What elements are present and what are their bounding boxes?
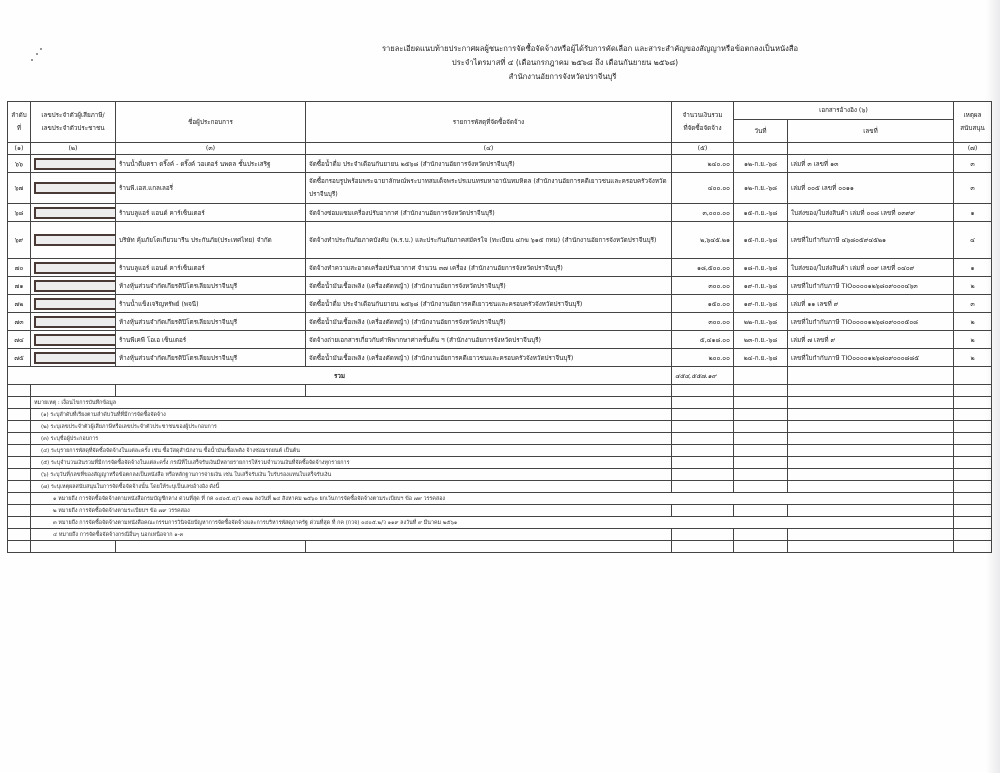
empty-cell bbox=[734, 529, 788, 541]
row-vendor: ห้างหุ้นส่วนจำกัดเกียรติปิโตรเลียมปราจีนบุรี bbox=[116, 349, 306, 367]
note-sub-item: ๓ หมายถึง การจัดซื้อจัดจ้างตามหนังสือคณะกรรมการวินิจฉัยปัญหาการจัดซื้อจัดจ้างและการบริหารพัสดุภาครัฐ ด่วนที่สุด ที่ กค (กวจ) ๐๔๐๕.๒/ว ๑๑๙ ลงวันที่ ๙ มีนาคม ๒๕๖๑ bbox=[31, 517, 954, 529]
table-row bbox=[8, 173, 992, 204]
redaction-box bbox=[34, 352, 116, 364]
row-ref-no: เลขที่ใบกำกับภาษี TIO๐๐๐๐๑๒๖๘๐๙๐๐๐๔๖๓ bbox=[788, 277, 954, 295]
col-seq-label-1: ลำดับ bbox=[11, 112, 27, 119]
redaction-box bbox=[34, 280, 116, 292]
empty-cell bbox=[8, 505, 31, 517]
row-ref-no: ใบส่งของ/ใบส่งสินค้า เล่มที่ ๐๐๙ เลขที่ ๐๔๐๙ bbox=[788, 259, 954, 277]
empty-cell bbox=[306, 541, 672, 553]
empty-cell bbox=[788, 505, 954, 517]
row-ref-date: ๑๒-ก.ย.-๖๘ bbox=[734, 173, 788, 204]
row-vendor: บริษัท คุ้มภัยโตเกียวมารีน ประกันภัย(ประเทศไทย) จำกัด bbox=[116, 222, 306, 259]
empty-cell bbox=[734, 421, 788, 433]
note-item: (๑) ระบุลำดับที่เรียงตามลำดับวันที่ที่มีการจัดซื้อจัดจ้าง bbox=[31, 409, 672, 421]
row-ref-no: เล่มที่ ๗ เลขที่ ๙ bbox=[788, 331, 954, 349]
empty-cell bbox=[954, 445, 992, 457]
row-item: จัดจ้างถ่ายเอกสารเกี่ยวกับคำพิพากษาศาลชั้นต้น ฯ (สำนักงานอัยการจังหวัดปราจีนบุรี) bbox=[306, 331, 672, 349]
row-seq: ๖๘ bbox=[8, 204, 31, 222]
notes-row bbox=[8, 469, 992, 481]
empty-cell bbox=[734, 367, 788, 385]
document-header bbox=[0, 42, 1000, 84]
empty-cell bbox=[954, 397, 992, 409]
empty-cell bbox=[672, 445, 734, 457]
row-taxid-redacted bbox=[31, 313, 116, 331]
notes-row bbox=[8, 505, 992, 517]
empty-cell bbox=[788, 469, 954, 481]
row-reason: ๒ bbox=[954, 277, 992, 295]
row-reason: ๒ bbox=[954, 349, 992, 367]
row-ref-date: ๑๘-ก.ย.-๖๘ bbox=[734, 259, 788, 277]
table-row bbox=[8, 313, 992, 331]
row-ref-date: ๑๙-ก.ย.-๖๘ bbox=[734, 277, 788, 295]
row-ref-date: ๑๙-ก.ย.-๖๘ bbox=[734, 295, 788, 313]
note-item: (๖) ระบุวันที่/เลขที่ของสัญญาหรือข้อตกลงเป็นหนังสือ หรือหลักฐานการจ่ายเงิน เช่น ใบเสร็จรับเงิน ใบรับรองแทนใบเสร็จรับเงิน bbox=[31, 469, 672, 481]
notes-heading: หมายเหตุ : เงื่อนไขการบันทึกข้อมูล bbox=[31, 397, 672, 409]
empty-cell bbox=[306, 385, 672, 397]
col-ref-date-number bbox=[734, 143, 788, 155]
empty-cell bbox=[8, 529, 31, 541]
col-taxid-label-2: เลขประจำตัวประชาชน bbox=[41, 125, 105, 132]
note-sub-item: ๔ หมายถึง การจัดซื้อจัดจ้างกรณีอื่นๆ นอกเหนือจาก ๑-๓ bbox=[31, 529, 672, 541]
table-row bbox=[8, 259, 992, 277]
empty-cell bbox=[954, 541, 992, 553]
notes-row bbox=[8, 457, 992, 469]
table-header-numbers-row bbox=[8, 143, 992, 155]
empty-cell bbox=[8, 481, 31, 493]
redaction-box bbox=[34, 298, 116, 310]
empty-cell bbox=[954, 529, 992, 541]
empty-cell bbox=[672, 457, 734, 469]
empty-cell bbox=[734, 457, 788, 469]
col-taxid-header bbox=[31, 102, 116, 143]
row-reason: ๓ bbox=[954, 155, 992, 173]
col-reason-header bbox=[954, 102, 992, 143]
notes-row bbox=[8, 517, 992, 529]
col-vendor-header: ชื่อผู้ประกอบการ bbox=[116, 102, 306, 143]
empty-cell bbox=[788, 409, 954, 421]
empty-cell bbox=[672, 433, 734, 445]
redaction-box bbox=[34, 316, 116, 328]
notes-row bbox=[8, 409, 992, 421]
total-row bbox=[8, 367, 992, 385]
row-taxid-redacted bbox=[31, 222, 116, 259]
row-reason: ๓ bbox=[954, 295, 992, 313]
empty-cell bbox=[672, 529, 734, 541]
empty-cell bbox=[734, 445, 788, 457]
col-amount-label-2: ที่จัดซื้อจัดจ้าง bbox=[683, 125, 722, 132]
empty-cell bbox=[672, 469, 734, 481]
empty-cell bbox=[8, 517, 31, 529]
col-vendor-number: (๓) bbox=[116, 143, 306, 155]
notes-blank-row bbox=[8, 541, 992, 553]
empty-cell bbox=[954, 481, 992, 493]
note-item: (๗) ระบุเหตุผลสนับสนุนในการจัดซื้อจัดจ้างนั้น โดยให้ระบุเป็นเลขอ้างอิง ดังนี้ bbox=[31, 481, 672, 493]
row-amount: ๕,๔๑๘.๐๐ bbox=[672, 331, 734, 349]
empty-cell bbox=[788, 433, 954, 445]
col-ref-date-header: วันที่ bbox=[734, 120, 788, 143]
row-amount: ๔๐๐.๐๐ bbox=[672, 173, 734, 204]
empty-cell bbox=[788, 445, 954, 457]
empty-cell bbox=[672, 409, 734, 421]
row-item: จัดซื้อน้ำดื่ม ประจำเดือนกันยายน ๒๕๖๘ (สำนักงานอัยการคดีเยาวชนและครอบครัวจังหวัดปราจีนบุรี) bbox=[306, 295, 672, 313]
row-reason: ๓ bbox=[954, 173, 992, 204]
col-taxid-number: (๒) bbox=[31, 143, 116, 155]
redaction-box bbox=[34, 234, 116, 246]
table-row bbox=[8, 277, 992, 295]
empty-cell bbox=[788, 397, 954, 409]
row-taxid-redacted bbox=[31, 259, 116, 277]
row-vendor: ห้างหุ้นส่วนจำกัดเกียรติปิโตรเลียมปราจีนบุรี bbox=[116, 277, 306, 295]
document-period: ประจำไตรมาสที่ ๔ (เดือนกรกฎาคม ๒๕๖๘ ถึง เดือนกันยายน ๒๕๖๘) bbox=[451, 58, 679, 67]
row-vendor: ห้างหุ้นส่วนจำกัดเกียรติปิโตรเลียมปราจีนบุรี bbox=[116, 313, 306, 331]
empty-cell bbox=[8, 385, 31, 397]
row-seq: ๗๑ bbox=[8, 277, 31, 295]
row-ref-date: ๑๕-ก.ย.-๖๘ bbox=[734, 222, 788, 259]
row-amount: ๒,๖๔๕.๒๑ bbox=[672, 222, 734, 259]
empty-cell bbox=[734, 481, 788, 493]
empty-cell bbox=[954, 385, 992, 397]
empty-cell bbox=[8, 397, 31, 409]
col-seq-number: (๑) bbox=[8, 143, 31, 155]
row-ref-date: ๑๕-ก.ย.-๖๘ bbox=[734, 204, 788, 222]
row-ref-date: ๒๒-ก.ย.-๖๘ bbox=[734, 313, 788, 331]
col-reason-label-2: สนับสนุน bbox=[960, 125, 985, 132]
row-taxid-redacted bbox=[31, 204, 116, 222]
row-item: จัดจ้างซ่อมแซมเครื่องปรับอากาศ (สำนักงานอัยการจังหวัดปราจีนบุรี) bbox=[306, 204, 672, 222]
table-header-row-1 bbox=[8, 102, 992, 120]
row-ref-no: เล่มที่ ๐๐๕ เลขที่ ๐๐๑๑ bbox=[788, 173, 954, 204]
notes-row bbox=[8, 397, 992, 409]
empty-cell bbox=[116, 541, 306, 553]
row-ref-date: ๒๓-ก.ย.-๖๘ bbox=[734, 331, 788, 349]
col-amount-number: (๕) bbox=[672, 143, 734, 155]
col-item-header: รายการพัสดุที่จัดซื้อจัดจ้าง bbox=[306, 102, 672, 143]
row-amount: ๒๐๐.๐๐ bbox=[672, 349, 734, 367]
empty-cell bbox=[954, 457, 992, 469]
empty-cell bbox=[8, 541, 31, 553]
empty-cell bbox=[734, 469, 788, 481]
empty-cell bbox=[8, 433, 31, 445]
col-ref-header: เอกสารอ้างอิง (๖) bbox=[734, 102, 954, 120]
empty-cell bbox=[734, 409, 788, 421]
row-reason: ๑ bbox=[954, 259, 992, 277]
row-seq: ๗๒ bbox=[8, 295, 31, 313]
row-seq: ๗๓ bbox=[8, 313, 31, 331]
notes-row bbox=[8, 421, 992, 433]
row-ref-no: เลขที่ใบกำกับภาษี TIO๐๐๐๐๑๒๖๘๐๙๐๐๐๘๘๕ bbox=[788, 349, 954, 367]
row-reason: ๒ bbox=[954, 313, 992, 331]
row-amount: ๓,๐๐๐.๐๐ bbox=[672, 204, 734, 222]
empty-cell bbox=[954, 367, 992, 385]
empty-cell bbox=[672, 385, 734, 397]
col-amount-header bbox=[672, 102, 734, 143]
row-ref-date: ๒๔-ก.ย.-๖๘ bbox=[734, 349, 788, 367]
table-row bbox=[8, 331, 992, 349]
row-ref-no: เล่มที่ ๑๑ เลขที่ ๙ bbox=[788, 295, 954, 313]
empty-cell bbox=[672, 541, 734, 553]
notes-row bbox=[8, 493, 992, 505]
note-item: (๕) ระบุจำนวนเงินรวมที่มีการจัดซื้อจัดจ้างในแต่ละครั้ง กรณีที่ใบเสร็จรับเงินมีหลายรายการให้รวมจำนวนเงินที่จัดซื้อจัดจ้างทุกรายการ bbox=[31, 457, 672, 469]
note-sub-item: ๒ หมายถึง การจัดซื้อจัดจ้างตามระเบียบฯ ข้อ ๗๙ วรรคสอง bbox=[31, 505, 672, 517]
empty-cell bbox=[31, 385, 116, 397]
col-reason-label-1: เหตุผล bbox=[963, 112, 982, 119]
table-row bbox=[8, 222, 992, 259]
row-amount: ๑๘,๕๐๐.๐๐ bbox=[672, 259, 734, 277]
notes-row bbox=[8, 529, 992, 541]
col-seq-header bbox=[8, 102, 31, 143]
row-vendor: ร้านน้ำดื่มตรา ดริ๊งค์ - ดริ๊งค์ วอเตอร์ นพดล ชั้นประเสริฐ bbox=[116, 155, 306, 173]
row-item: จัดซื้อน้ำมันเชื้อเพลิง (เครื่องตัดหญ้า) (สำนักงานอัยการคดีเยาวชนและครอบครัวจังหวัดปราจีนบุรี) bbox=[306, 349, 672, 367]
row-ref-no: เลขที่ใบกำกับภาษี ๔๖๘๐๕๙๔๕๒๑ bbox=[788, 222, 954, 259]
row-ref-no: เลขที่ใบกำกับภาษี TIO๐๐๐๐๑๒๖๘๐๙๐๐๐๕๐๘ bbox=[788, 313, 954, 331]
row-seq: ๗๐ bbox=[8, 259, 31, 277]
empty-cell bbox=[672, 421, 734, 433]
col-amount-label-1: จำนวนเงินรวม bbox=[682, 112, 723, 119]
note-item: (๓) ระบุชื่อผู้ประกอบการ bbox=[31, 433, 672, 445]
row-amount: ๒๔๐.๐๐ bbox=[672, 155, 734, 173]
row-ref-date: ๑๒-ก.ย.-๖๘ bbox=[734, 155, 788, 173]
row-vendor: ร้านบลูแอร์ แอนด์ คาร์เซ็นเตอร์ bbox=[116, 259, 306, 277]
row-reason: ๒ bbox=[954, 331, 992, 349]
empty-cell bbox=[8, 493, 31, 505]
total-label: รวม bbox=[8, 367, 672, 385]
row-item: จัดจ้างทำความสะอาดเครื่องปรับอากาศ จำนวน ๓๗ เครื่อง (สำนักงานอัยการจังหวัดปราจีนบุรี) bbox=[306, 259, 672, 277]
row-item: จัดซื้อน้ำมันเชื้อเพลิง (เครื่องตัดหญ้า) (สำนักงานอัยการจังหวัดปราจีนบุรี) bbox=[306, 313, 672, 331]
row-item: จัดจ้างทำประกันภัยภาคบังคับ (พ.ร.บ.) และประกันภัยภาคสมัครใจ (ทะเบียน ๔กฆ ๖๑๕ กทม) (สำนักงานอัยการจังหวัดปราจีนบุรี) bbox=[306, 222, 672, 259]
empty-cell bbox=[672, 505, 734, 517]
empty-cell bbox=[734, 505, 788, 517]
row-seq: ๗๕ bbox=[8, 349, 31, 367]
row-vendor: ร้านพีเคพี โอเอ เซ็นเตอร์ bbox=[116, 331, 306, 349]
empty-cell bbox=[788, 367, 954, 385]
table-row bbox=[8, 155, 992, 173]
document-title: รายละเอียดแนบท้ายประกาศผลผู้ชนะการจัดซื้อจัดจ้างหรือผู้ได้รับการคัดเลือก และสาระสำคัญของสัญญาหรือข้อตกลงเป็นหนังสือ bbox=[381, 44, 799, 53]
empty-cell bbox=[788, 457, 954, 469]
row-vendor: ร้านบลูแอร์ แอนด์ คาร์เซ็นเตอร์ bbox=[116, 204, 306, 222]
empty-cell bbox=[734, 397, 788, 409]
row-taxid-redacted bbox=[31, 173, 116, 204]
total-amount: ๔๕๔,๕๕๗.๑๙ bbox=[672, 367, 734, 385]
row-amount: ๓๐๐.๐๐ bbox=[672, 277, 734, 295]
row-reason: ๑ bbox=[954, 204, 992, 222]
empty-cell bbox=[8, 457, 31, 469]
empty-cell bbox=[954, 433, 992, 445]
empty-cell bbox=[788, 385, 954, 397]
row-seq: ๖๗ bbox=[8, 173, 31, 204]
procurement-table bbox=[7, 101, 992, 553]
empty-cell bbox=[672, 481, 734, 493]
empty-cell bbox=[954, 493, 992, 505]
row-item: จัดซื้อน้ำดื่ม ประจำเดือนกันยายน ๒๕๖๘ (สำนักงานอัยการจังหวัดปราจีนบุรี) bbox=[306, 155, 672, 173]
col-seq-label-2: ที่ bbox=[16, 125, 22, 132]
empty-cell bbox=[734, 385, 788, 397]
row-amount: ๑๕๐.๐๐ bbox=[672, 295, 734, 313]
empty-cell bbox=[954, 409, 992, 421]
note-item: (๒) ระบุเลขประจำตัวผู้เสียภาษีหรือเลขประจำตัวประชาชนของผู้ประกอบการ bbox=[31, 421, 672, 433]
notes-blank-row bbox=[8, 385, 992, 397]
row-taxid-redacted bbox=[31, 295, 116, 313]
row-amount: ๓๐๐.๐๐ bbox=[672, 313, 734, 331]
empty-cell bbox=[672, 397, 734, 409]
row-item: จัดซื้อกรอบรูปพร้อมพระฉายาลักษณ์พระบาทสมเด็จพระปรเมนทรมหาอานันทมหิดล (สำนักงานอัยการคดีเยาวชนและครอบครัวจังหวัดปราจีนบุรี) bbox=[306, 173, 672, 204]
empty-cell bbox=[788, 529, 954, 541]
empty-cell bbox=[954, 505, 992, 517]
col-item-number: (๔) bbox=[306, 143, 672, 155]
row-taxid-redacted bbox=[31, 277, 116, 295]
empty-cell bbox=[788, 421, 954, 433]
empty-cell bbox=[8, 469, 31, 481]
row-taxid-redacted bbox=[31, 349, 116, 367]
row-vendor: ร้านพี.เอส.แกลเลอรี่ bbox=[116, 173, 306, 204]
row-reason: ๔ bbox=[954, 222, 992, 259]
col-taxid-label-1: เลขประจำตัวผู้เสียภาษี/ bbox=[41, 112, 105, 119]
redaction-box bbox=[34, 182, 116, 194]
redaction-box bbox=[34, 158, 116, 170]
table-row bbox=[8, 295, 992, 313]
row-taxid-redacted bbox=[31, 331, 116, 349]
empty-cell bbox=[954, 517, 992, 529]
empty-cell bbox=[788, 541, 954, 553]
empty-cell bbox=[788, 481, 954, 493]
empty-cell bbox=[8, 421, 31, 433]
row-ref-no: เล่มที่ ๓ เลขที่ ๑๓ bbox=[788, 155, 954, 173]
row-item: จัดซื้อน้ำมันเชื้อเพลิง (เครื่องตัดหญ้า) (สำนักงานอัยการจังหวัดปราจีนบุรี) bbox=[306, 277, 672, 295]
empty-cell bbox=[31, 541, 116, 553]
empty-cell bbox=[954, 421, 992, 433]
row-seq: ๖๙ bbox=[8, 222, 31, 259]
note-item: (๔) ระบุรายการพัสดุที่จัดซื้อจัดจ้างในแต่ละครั้ง เช่น ซื้อวัสดุสำนักงาน ซื้อน้ำมันเชื้อเพลิง จ้างซ่อมรถยนต์ เป็นต้น bbox=[31, 445, 672, 457]
empty-cell bbox=[734, 541, 788, 553]
redaction-box bbox=[34, 262, 116, 274]
document-agency: สำนักงานอัยการจังหวัดปราจีนบุรี bbox=[508, 72, 617, 81]
notes-row bbox=[8, 445, 992, 457]
empty-cell bbox=[954, 469, 992, 481]
empty-cell bbox=[8, 409, 31, 421]
table-row bbox=[8, 349, 992, 367]
row-vendor: ร้านน้ำแข็งเจริญทรัพย์ (พจนี) bbox=[116, 295, 306, 313]
note-sub-item: ๑ หมายถึง การจัดซื้อจัดจ้างตามหนังสือกรมบัญชีกลาง ด่วนที่สุด ที่ กค ๐๔๐๕.๔/ว ๓๒๒ ลงวันที่ ๒๔ สิงหาคม ๒๕๖๐ ยกเว้นการจัดซื้อจัดจ้างตามระเบียบฯ ข้อ ๗๙ วรรคสอง bbox=[31, 493, 954, 505]
col-ref-no-header: เลขที่ bbox=[788, 120, 954, 143]
redaction-box bbox=[34, 334, 116, 346]
table-row bbox=[8, 204, 992, 222]
notes-row bbox=[8, 433, 992, 445]
empty-cell bbox=[734, 433, 788, 445]
col-reason-number: (๗) bbox=[954, 143, 992, 155]
row-ref-no: ใบส่งของ/ใบส่งสินค้า เล่มที่ ๐๐๘ เลขที่ ๐๓๙๙ bbox=[788, 204, 954, 222]
row-seq: ๗๔ bbox=[8, 331, 31, 349]
row-seq: ๖๖ bbox=[8, 155, 31, 173]
empty-cell bbox=[8, 445, 31, 457]
redaction-box bbox=[34, 207, 116, 219]
notes-row bbox=[8, 481, 992, 493]
row-taxid-redacted bbox=[31, 155, 116, 173]
empty-cell bbox=[116, 385, 306, 397]
col-ref-no-number bbox=[788, 143, 954, 155]
